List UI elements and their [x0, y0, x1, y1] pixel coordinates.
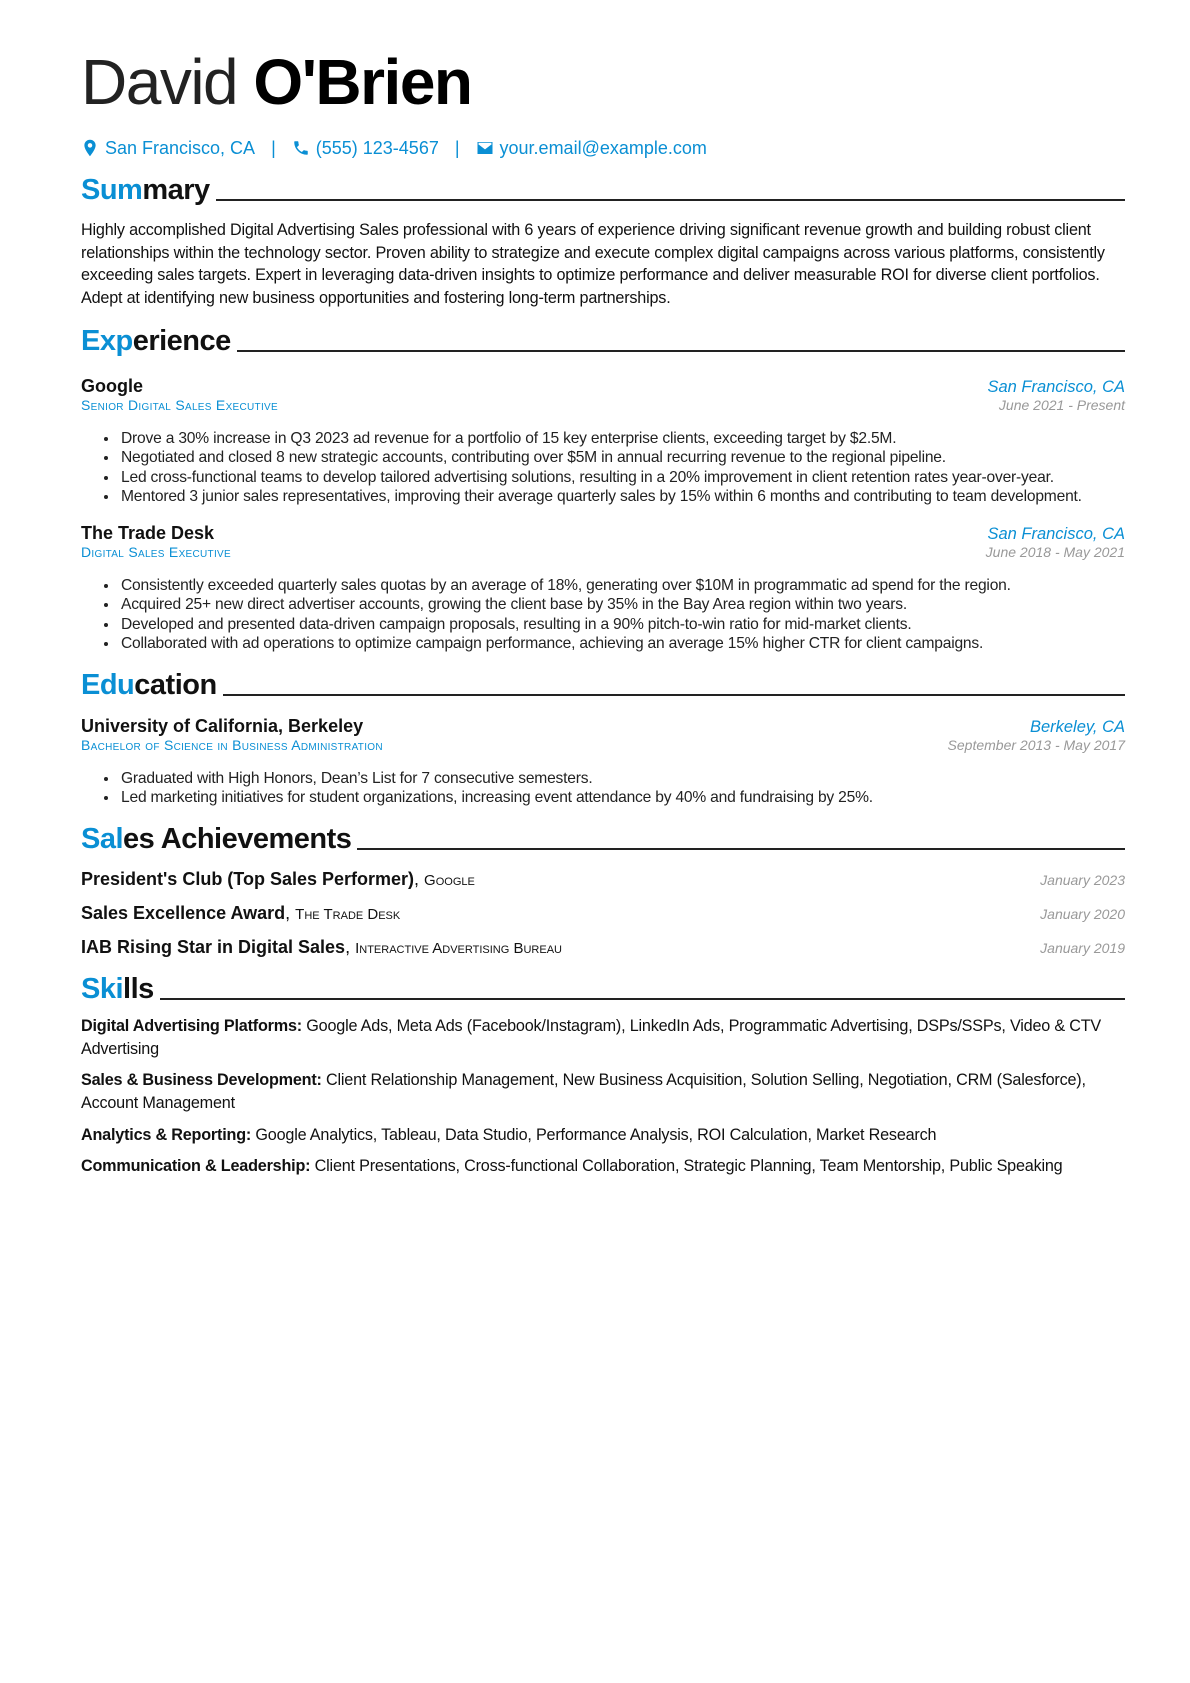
- achievement-item: IAB Rising Star in Digital Sales, Interactive Advertising Bureau January 2019: [81, 936, 1125, 957]
- achievement-title: IAB Rising Star in Digital Sales: [81, 936, 346, 957]
- achievement-date: January 2019: [1040, 939, 1125, 956]
- bullet: • Collaborated with ad operations to optimize campaign performance, achieving an average 15% higher CTR for client campaigns.: [119, 634, 1125, 654]
- education-entry: [81, 716, 1125, 808]
- achievement-title: Sales Excellence Award: [81, 902, 286, 923]
- school-name: University of California, Berkeley: [81, 715, 364, 736]
- bullet: • Acquired 25+ new direct advertiser accounts, growing the client base by 35% in the Bay Area region within two years.: [119, 595, 1125, 615]
- achievement-title: President's Club (Top Sales Performer): [81, 868, 415, 889]
- skill-row: [81, 1015, 1125, 1060]
- bullet: • Mentored 3 junior sales representatives, improving their average quarterly sales by 15% within 6 months and contributing to team development.: [119, 487, 1125, 507]
- bullet: • Led marketing initiatives for student organizations, increasing event attendance by 40% and fundraising by 25%.: [119, 788, 1125, 808]
- skill-category: Analytics & Reporting:: [81, 1125, 252, 1144]
- achievement-org: The Trade Desk: [295, 905, 401, 923]
- job-bullets: [81, 576, 1125, 654]
- divider: [160, 998, 1125, 1000]
- achievement-item: Sales Excellence Award, The Trade Desk January 2020: [81, 902, 1125, 923]
- location: San Francisco, CA: [81, 138, 255, 159]
- job-title: Digital Sales Executive: [81, 543, 231, 560]
- education-bullets: [81, 769, 1125, 808]
- divider: [237, 350, 1125, 352]
- resume: [81, 44, 1125, 1178]
- candidate-name: David O'Brien: [81, 46, 472, 118]
- separator: |: [271, 138, 276, 158]
- skill-category: Sales & Business Development:: [81, 1071, 322, 1090]
- summary-text: Highly accomplished Digital Advertising Sales professional with 6 years of experience driving significant revenue growth and building robust client relationships within the technology sector. Proven ability to strategize and execute complex digital campaigns across various platforms, consistently exceeding sales targets. Expert in leveraging data-driven insights to optimize performance and deliver measurable ROI for diverse client portfolios. Adept at identifying new business opportunities and fostering long-term partnerships.: [81, 221, 1105, 308]
- bullet: • Negotiated and closed 8 new strategic accounts, contributing over $5M in annual recurring revenue to the regional pipeline.: [119, 448, 1125, 468]
- divider: [223, 694, 1125, 696]
- skill-row: [81, 1155, 1125, 1178]
- skill-list: Google Ads, Meta Ads (Facebook/Instagram), LinkedIn Ads, Programmatic Advertising, DSPs/SSPs, Video & CTV Advertising: [81, 1016, 1102, 1058]
- section-heading-experience: Experience: [81, 324, 1125, 358]
- section-heading-achievements: Sales Achievements: [81, 822, 1125, 856]
- bullet: • Graduated with High Honors, Dean’s List for 7 consecutive semesters.: [119, 769, 1125, 789]
- achievement-org: Interactive Advertising Bureau: [355, 939, 562, 957]
- divider: [357, 848, 1125, 850]
- bullet: • Developed and presented data-driven campaign proposals, resulting in a 90% pitch-to-win ratio for mid-market clients.: [119, 615, 1125, 635]
- email-link[interactable]: your.email@example.com: [476, 138, 707, 159]
- skill-category: Digital Advertising Platforms:: [81, 1016, 302, 1035]
- divider: [216, 199, 1125, 201]
- job-dates: June 2021 - Present: [998, 396, 1125, 413]
- job-location: San Francisco, CA: [987, 524, 1125, 543]
- achievement-date: January 2020: [1040, 905, 1125, 922]
- skill-list: Client Relationship Management, New Business Acquisition, Solution Selling, Negotiation, CRM (Salesforce), Account Management: [81, 1071, 1086, 1112]
- school-location: Berkeley, CA: [1029, 717, 1125, 736]
- bullet: • Led cross-functional teams to develop tailored advertising solutions, resulting in a 20% improvement in client retention rates year-over-year.: [119, 468, 1125, 488]
- job-entry: [81, 376, 1125, 507]
- bullet: • Drove a 30% increase in Q3 2023 ad revenue for a portfolio of 15 key enterprise clients, exceeding target by $2.5M.: [119, 429, 1125, 449]
- job-location: San Francisco, CA: [987, 377, 1125, 396]
- map-pin-icon: [81, 139, 99, 157]
- skill-list: Google Analytics, Tableau, Data Studio, Performance Analysis, ROI Calculation, Market Research: [255, 1125, 937, 1144]
- skill-row: [81, 1124, 1125, 1147]
- skill-category: Communication & Leadership:: [81, 1157, 311, 1176]
- section-heading-skills: Skills: [81, 972, 1125, 1006]
- section-heading-education: Education: [81, 668, 1125, 702]
- company-name: Google: [81, 375, 143, 396]
- section-heading-summary: Summary: [81, 173, 1125, 207]
- envelope-icon: [476, 139, 494, 157]
- company-name: The Trade Desk: [81, 522, 215, 543]
- separator: |: [454, 138, 460, 158]
- skill-list: Client Presentations, Cross-functional Collaboration, Strategic Planning, Team Mentorship, Public Speaking: [314, 1157, 1063, 1176]
- achievement-date: January 2023: [1040, 871, 1125, 888]
- degree: Bachelor of Science in Business Administration: [81, 736, 383, 753]
- job-bullets: [81, 429, 1125, 507]
- job-dates: June 2018 - May 2021: [985, 543, 1125, 560]
- phone[interactable]: (555) 123-4567: [292, 138, 439, 159]
- achievement-org: Google: [424, 871, 475, 889]
- job-entry: [81, 523, 1125, 654]
- phone-icon: [292, 139, 310, 157]
- bullet: • Consistently exceeded quarterly sales quotas by an average of 18%, generating over $10M in programmatic ad spend for the region.: [119, 576, 1125, 596]
- education-dates: September 2013 - May 2017: [947, 736, 1125, 753]
- job-title: Senior Digital Sales Executive: [81, 396, 278, 413]
- achievement-item: President's Club (Top Sales Performer), Google January 2023: [81, 868, 1125, 889]
- contact-bar: [81, 138, 1125, 159]
- skill-row: [81, 1069, 1125, 1114]
